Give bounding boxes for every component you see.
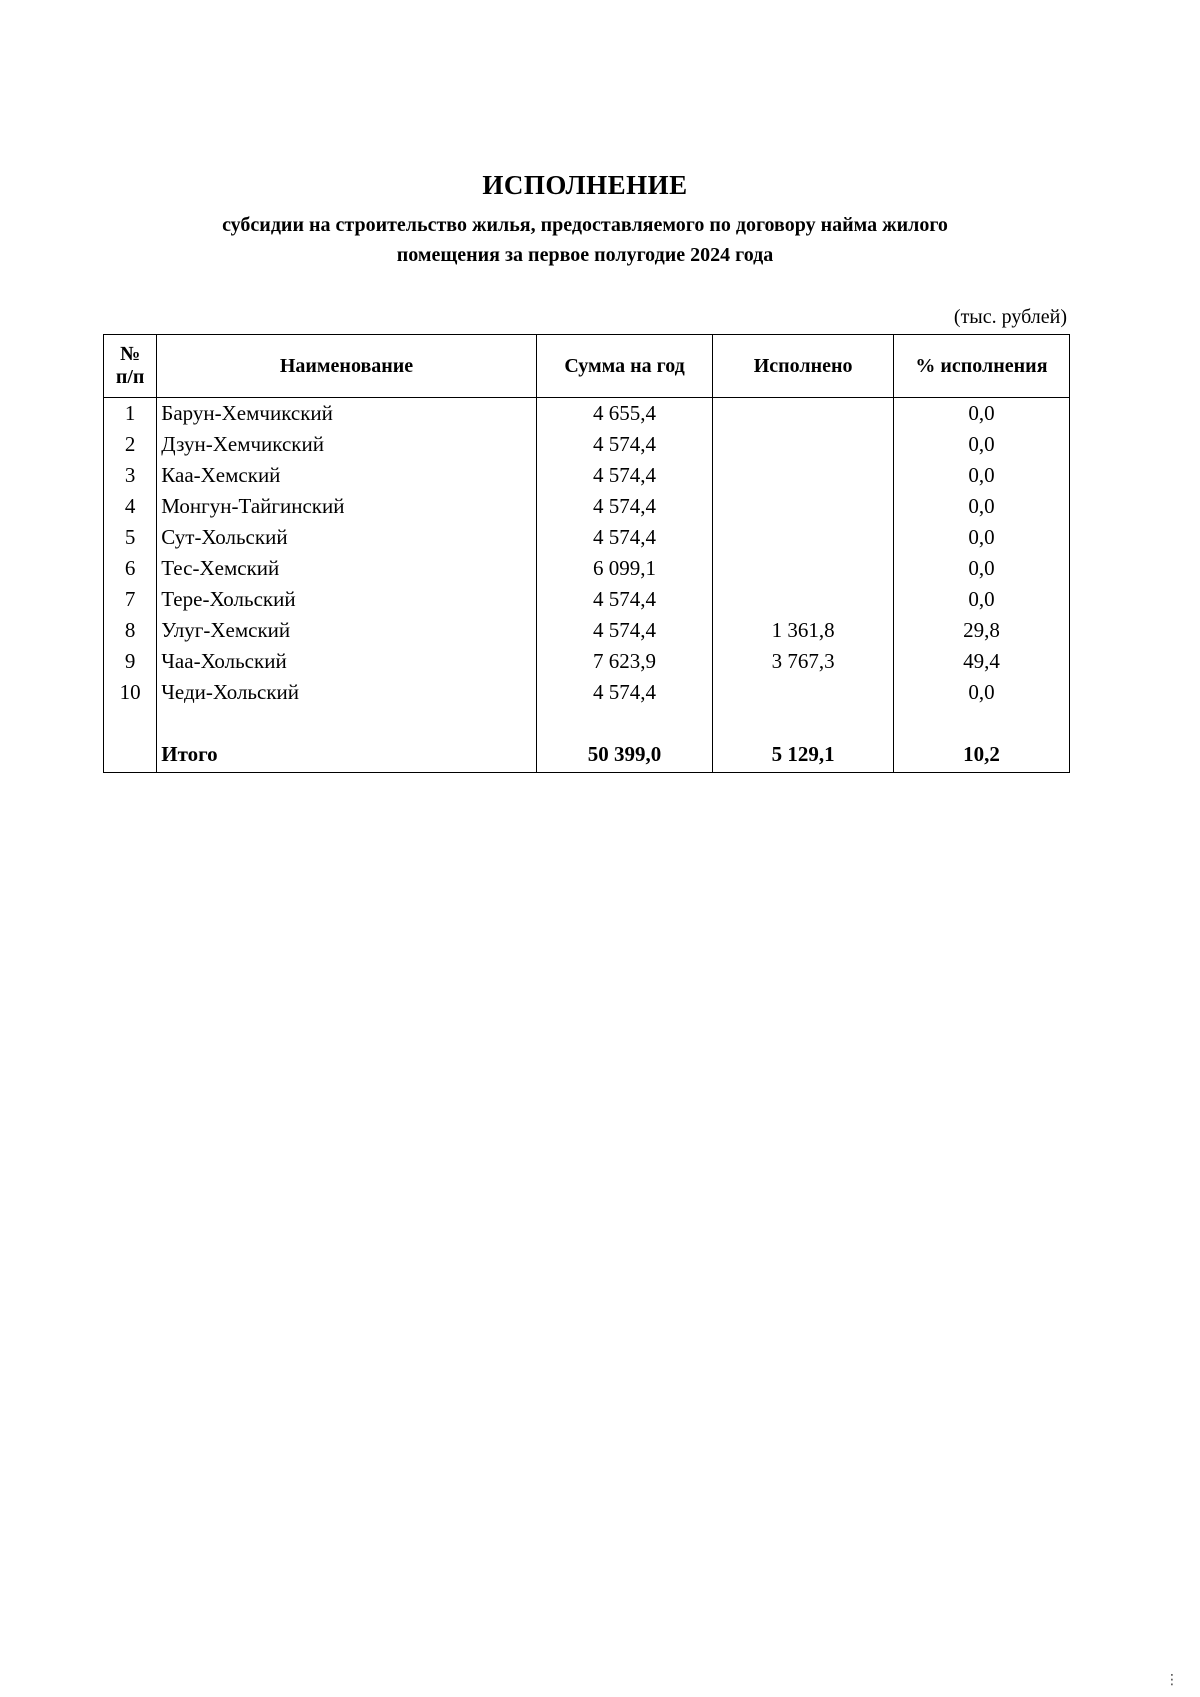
table-row <box>104 553 1070 584</box>
row-done <box>713 429 894 460</box>
row-name: Монгун-Тайгинский <box>157 491 536 522</box>
total-plan: 50 399,0 <box>536 739 713 773</box>
row-plan: 4 574,4 <box>536 677 713 708</box>
row-number: 1 <box>104 398 157 430</box>
row-percent: 0,0 <box>893 522 1069 553</box>
header-name: Наименование <box>157 335 536 398</box>
row-done <box>713 491 894 522</box>
row-number: 6 <box>104 553 157 584</box>
row-percent: 0,0 <box>893 553 1069 584</box>
total-done: 5 129,1 <box>713 739 894 773</box>
header-number <box>104 335 157 398</box>
table-row <box>104 460 1070 491</box>
subtitle-line-1: субсидии на строительство жилья, предоставляемого по договору найма жилого <box>222 214 948 236</box>
row-plan: 4 574,4 <box>536 491 713 522</box>
execution-table <box>103 334 1070 773</box>
row-plan: 7 623,9 <box>536 646 713 677</box>
table-row <box>104 677 1070 708</box>
row-number: 8 <box>104 615 157 646</box>
row-percent: 0,0 <box>893 584 1069 615</box>
row-done <box>713 398 894 430</box>
table-header <box>104 335 1070 398</box>
subtitle-line-2: помещения за первое полугодие 2024 года <box>396 244 774 266</box>
row-done <box>713 584 894 615</box>
table-row <box>104 491 1070 522</box>
row-percent: 29,8 <box>893 615 1069 646</box>
table-row <box>104 646 1070 677</box>
units-note: (тыс. рублей) <box>953 306 1067 328</box>
row-name: Барун-Хемчикский <box>157 398 536 430</box>
row-name: Чаа-Хольский <box>157 646 536 677</box>
row-number: 2 <box>104 429 157 460</box>
row-done: 3 767,3 <box>713 646 894 677</box>
row-plan: 4 574,4 <box>536 460 713 491</box>
row-number: 4 <box>104 491 157 522</box>
row-name: Улуг-Хемский <box>157 615 536 646</box>
row-plan: 6 099,1 <box>536 553 713 584</box>
row-percent: 0,0 <box>893 677 1069 708</box>
table-row <box>104 522 1070 553</box>
table-row <box>104 398 1070 430</box>
table-row <box>104 429 1070 460</box>
row-name: Дзун-Хемчикский <box>157 429 536 460</box>
header-number-line2: п/п <box>115 366 145 388</box>
document-title: ИСПОЛНЕНИЕ <box>482 170 688 200</box>
total-label: Итого <box>157 739 536 773</box>
row-done <box>713 553 894 584</box>
row-name: Тес-Хемский <box>157 553 536 584</box>
scan-mark-icon: ⋮ <box>1165 1672 1179 1688</box>
total-number <box>104 739 157 773</box>
total-percent: 10,2 <box>893 739 1069 773</box>
table-row <box>104 615 1070 646</box>
row-number: 7 <box>104 584 157 615</box>
row-number: 5 <box>104 522 157 553</box>
header-plan: Сумма на год <box>536 335 713 398</box>
header-number-line1: № <box>120 343 141 365</box>
row-percent: 0,0 <box>893 460 1069 491</box>
row-number: 3 <box>104 460 157 491</box>
row-name: Тере-Хольский <box>157 584 536 615</box>
row-plan: 4 574,4 <box>536 615 713 646</box>
row-number: 9 <box>104 646 157 677</box>
spacer-row <box>104 708 1070 739</box>
row-plan: 4 655,4 <box>536 398 713 430</box>
table-body <box>104 398 1070 773</box>
row-done: 1 361,8 <box>713 615 894 646</box>
row-percent: 49,4 <box>893 646 1069 677</box>
row-done <box>713 460 894 491</box>
document-subtitle <box>100 210 1070 270</box>
row-plan: 4 574,4 <box>536 522 713 553</box>
row-name: Чеди-Хольский <box>157 677 536 708</box>
row-percent: 0,0 <box>893 429 1069 460</box>
header-done: Исполнено <box>713 335 894 398</box>
row-number: 10 <box>104 677 157 708</box>
row-done <box>713 522 894 553</box>
row-plan: 4 574,4 <box>536 584 713 615</box>
row-name: Каа-Хемский <box>157 460 536 491</box>
total-row <box>104 739 1070 773</box>
row-done <box>713 677 894 708</box>
table-row <box>104 584 1070 615</box>
row-percent: 0,0 <box>893 491 1069 522</box>
row-plan: 4 574,4 <box>536 429 713 460</box>
row-name: Сут-Хольский <box>157 522 536 553</box>
row-percent: 0,0 <box>893 398 1069 430</box>
header-percent: % исполнения <box>893 335 1069 398</box>
